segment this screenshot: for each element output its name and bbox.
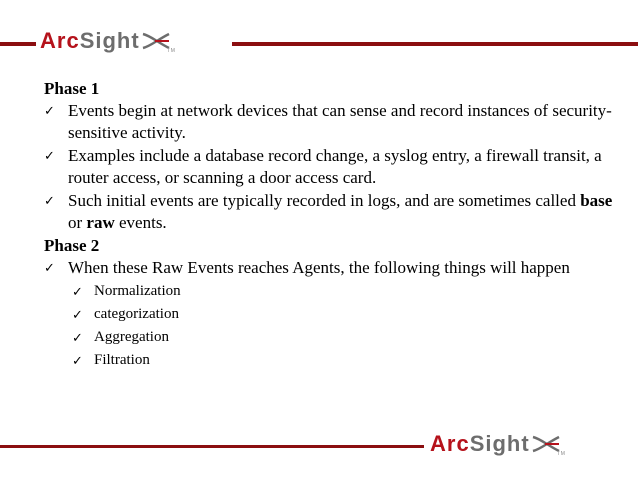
phase-1-list [44, 100, 624, 234]
header-logo [40, 28, 176, 54]
bold-term-raw: raw [86, 213, 115, 232]
logo-arc-text: Arc [40, 28, 80, 53]
logo-tm: TM [556, 451, 566, 457]
bullet-text: Events begin at network devices that can sense and record instances of security-sensitive activity. [68, 101, 612, 142]
logo-sight-text: Sight [79, 28, 140, 53]
logo-arc-text: Arc [430, 431, 470, 456]
slide-content [44, 78, 624, 372]
list-item [44, 257, 624, 279]
phase-1-heading: Phase 1 [44, 79, 100, 98]
list-item [44, 190, 624, 234]
list-item [44, 145, 624, 189]
header-bar-right [232, 42, 638, 46]
sub-item-text: Filtration [94, 352, 150, 368]
sub-item-text: categorization [94, 306, 179, 322]
bullet-text-suffix: events. [114, 213, 167, 232]
phase-2-heading: Phase 2 [44, 236, 100, 255]
checkmark-icon: ✓ [44, 193, 55, 208]
footer-logo [430, 431, 566, 457]
logo-sight-text: Sight [469, 431, 530, 456]
bullet-text: Examples include a database record change, a syslog entry, a firewall transit, a router access, or scanning a door access card. [68, 146, 602, 187]
header-bar-left [0, 42, 36, 46]
bullet-text-prefix: Such initial events are typically recorded in logs, and are sometimes called [68, 191, 581, 210]
bold-term-base: base [580, 191, 613, 210]
checkmark-icon: ✓ [44, 103, 55, 118]
bullet-text: When these Raw Events reaches Agents, the following things will happen [68, 258, 570, 277]
bullet-text-mid: or [68, 213, 87, 232]
sub-list-item [44, 349, 624, 372]
sub-item-text: Normalization [94, 283, 181, 299]
phase-2-list [44, 257, 624, 372]
checkmark-icon: ✓ [44, 260, 55, 275]
sub-list-item [44, 326, 624, 349]
footer-bar-left [0, 445, 424, 448]
checkmark-icon: ✓ [72, 307, 83, 322]
logo-tm: TM [166, 48, 176, 54]
checkmark-icon: ✓ [72, 284, 83, 299]
checkmark-icon: ✓ [44, 148, 55, 163]
sub-item-text: Aggregation [94, 329, 169, 345]
sub-list-item [44, 280, 624, 303]
sub-list-item [44, 303, 624, 326]
list-item [44, 100, 624, 144]
checkmark-icon: ✓ [72, 353, 83, 368]
checkmark-icon: ✓ [72, 330, 83, 345]
